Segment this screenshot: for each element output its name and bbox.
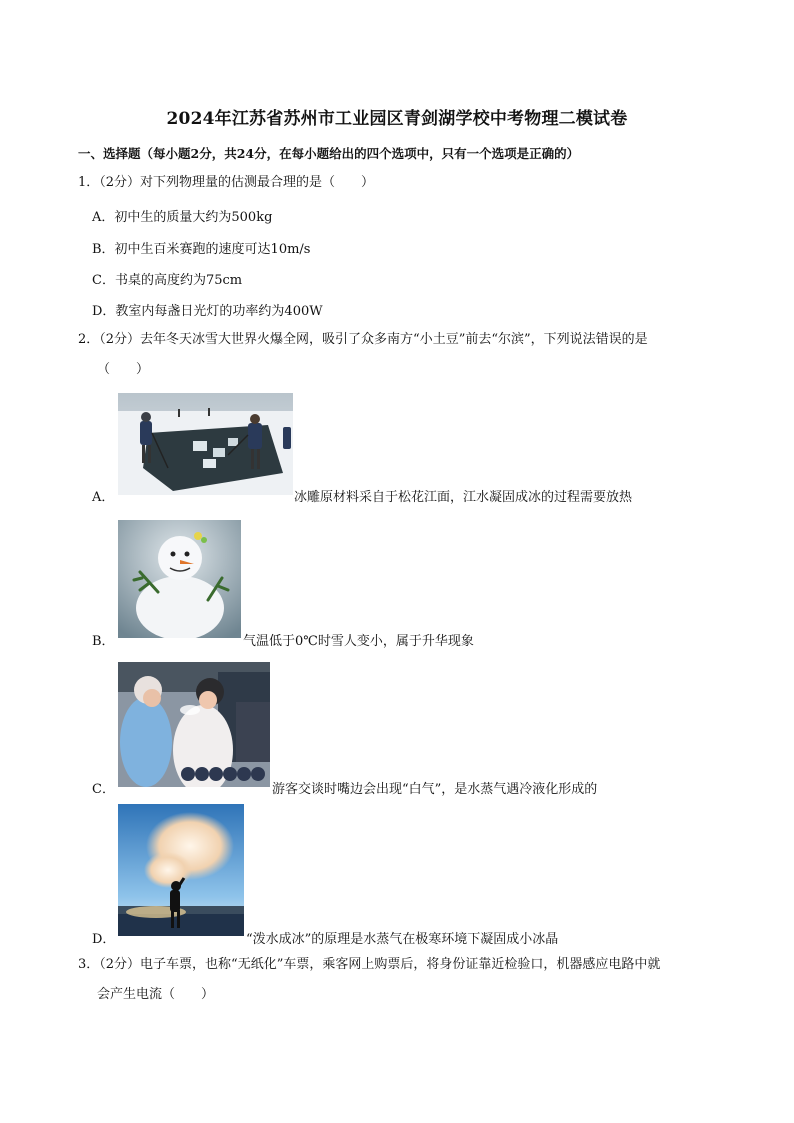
- question-3-stem-cont: 会产生电流（ ）: [97, 987, 215, 1002]
- q2-option-d-letter: D．: [92, 932, 116, 947]
- q1-option-c: C．书桌的高度约为75cm: [92, 273, 243, 288]
- section-heading: 一、选择题（每小题2分，共24分，在每小题给出的四个选项中，只有一个选项是正确的）: [78, 146, 580, 161]
- q2-option-b-text: 气温低于0℃时雪人变小，属于升华现象: [243, 634, 474, 649]
- tourists-photo: [118, 662, 270, 787]
- question-2-stem-cont: （ ）: [97, 362, 150, 377]
- question-1-stem: 1．（2分）对下列物理量的估测最合理的是（ ）: [78, 175, 375, 190]
- q2-option-a-text: 冰雕原材料采自于松花江面，江水凝固成冰的过程需要放热: [294, 490, 633, 505]
- q2-option-b-letter: B．: [92, 634, 115, 649]
- snowman-photo: [118, 520, 241, 638]
- q2-option-a-letter: A．: [92, 490, 115, 505]
- water-throw-photo: [118, 804, 244, 936]
- q2-option-d-text: “泼水成冰”的原理是水蒸气在极寒环境下凝固成小冰晶: [246, 932, 559, 947]
- q1-option-d: D．教室内每盏日光灯的功率约为400W: [92, 304, 323, 319]
- question-2-stem: 2．（2分）去年冬天冰雪大世界火爆全网，吸引了众多南方“小土豆”前去“尔滨”，下列说法错误的是: [78, 332, 648, 347]
- ice-harvest-photo: [118, 393, 293, 495]
- q2-option-c-letter: C．: [92, 782, 115, 797]
- q2-option-c-text: 游客交谈时嘴边会出现“白气”，是水蒸气遇冷液化形成的: [272, 782, 598, 797]
- question-3-stem: 3．（2分）电子车票，也称“无纸化”车票，乘客网上购票后，将身份证靠近检验口，机器感应电路中就: [78, 957, 661, 972]
- q1-option-a: A．初中生的质量大约为500kg: [92, 210, 273, 225]
- q1-option-b: B．初中生百米赛跑的速度可达10m/s: [92, 242, 311, 257]
- page-title: 2024年江苏省苏州市工业园区青剑湖学校中考物理二模试卷: [166, 109, 628, 129]
